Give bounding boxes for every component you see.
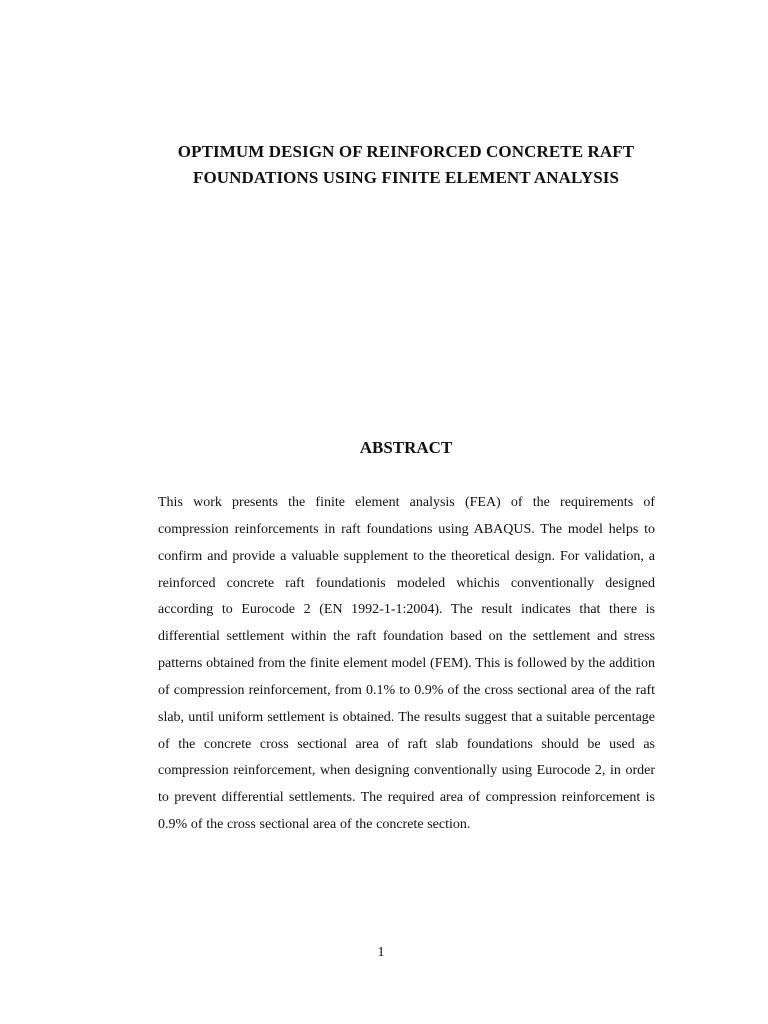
abstract-body: This work presents the finite element analysis (FEA) of the requirements of compression reinforcements in raft foundations using ABAQUS. The model helps to confirm and provide a valuable supplement to the theoretical design. For validation, a reinforced concrete raft foundationis modeled whichis conventionally designed according to Eurocode 2 (EN 1992-1-1:2004). The result indicates that there is differential settlement within the raft foundation based on the settlement and stress patterns obtained from the finite element model (FEM). This is followed by the addition of compression reinforcement, from 0.1% to 0.9% of the cross sectional area of the raft slab, until uniform settlement is obtained. The results suggest that a suitable percentage of the concrete cross sectional area of raft slab foundations should be used as compression reinforcement, when designing conventionally using Eurocode 2, in order to prevent differential settlements. The required area of compression reinforcement is 0.9% of the cross sectional area of the concrete section. xyxy=(158,495,655,833)
paper-title-line-2: FOUNDATIONS USING FINITE ELEMENT ANALYSIS xyxy=(192,168,620,187)
paper-title-line-1: OPTIMUM DESIGN OF REINFORCED CONCRETE RAFT xyxy=(177,142,635,161)
page-number: 1 xyxy=(377,945,385,960)
abstract-heading: ABSTRACT xyxy=(359,438,453,457)
paper-title xyxy=(120,139,692,191)
